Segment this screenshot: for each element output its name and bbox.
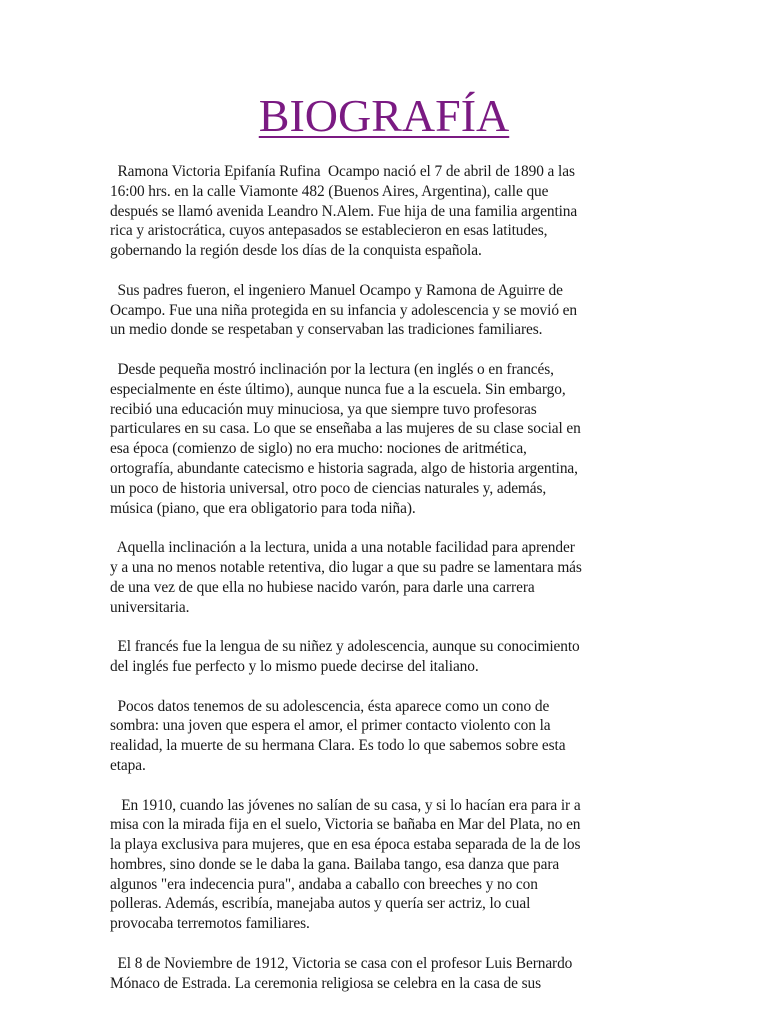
text-line: gobernando la región desde los días de la conquista española. (110, 242, 482, 260)
paragraph (110, 360, 670, 518)
text-line: recibió una educación muy minuciosa, ya que siempre tuvo profesoras (110, 400, 537, 418)
text-line: Aquella inclinación a la lectura, unida a una notable facilidad para aprender (110, 539, 575, 557)
text-line: un poco de historia universal, otro poco de ciencias naturales y, además, (110, 479, 547, 497)
paragraph (110, 796, 670, 935)
text-line: de una vez de que ella no hubiese nacido varón, para darle una carrera (110, 578, 535, 596)
paragraph (110, 538, 670, 617)
text-line: un medio donde se respetaban y conservaban las tradiciones familiares. (110, 321, 543, 339)
paragraph (110, 954, 670, 994)
text-line: En 1910, cuando las jóvenes no salían de su casa, y si lo hacían era para ir a (110, 796, 581, 814)
text-line: ortografía, abundante catecismo e historia sagrada, algo de historia argentina, (110, 459, 578, 477)
document-body (110, 162, 670, 1013)
text-line: particulares en su casa. Lo que se enseñaba a las mujeres de su clase social en (110, 420, 581, 438)
text-line: rica y aristocrática, cuyos antepasados se establecieron en esas latitudes, (110, 222, 548, 240)
text-line: universitaria. (110, 598, 190, 616)
text-line: esa época (comienzo de siglo) no era mucho: nociones de aritmética, (110, 440, 527, 458)
paragraph (110, 697, 670, 776)
text-line: Mónaco de Estrada. La ceremonia religiosa se celebra en la casa de sus (110, 974, 542, 992)
text-line: 16:00 hrs. en la calle Viamonte 482 (Buenos Aires, Argentina), calle que (110, 182, 549, 200)
text-line: hombres, sino donde se le daba la gana. Bailaba tango, esa danza que para (110, 855, 560, 873)
text-line: provocaba terremotos familiares. (110, 915, 310, 933)
paragraph (110, 637, 670, 677)
text-line: Ramona Victoria Epifanía Rufina Ocampo nació el 7 de abril de 1890 a las (110, 163, 575, 180)
paragraph (110, 281, 670, 340)
text-line: algunos "era indecencia pura", andaba a caballo con breeches y no con (110, 875, 538, 893)
text-line: misa con la mirada fija en el suelo, Victoria se bañaba en Mar del Plata, no en (110, 816, 581, 834)
text-line: El francés fue la lengua de su niñez y adolescencia, aunque su conocimiento (110, 638, 580, 656)
text-line: Sus padres fueron, el ingeniero Manuel Ocampo y Ramona de Aguirre de (110, 281, 563, 299)
text-line: la playa exclusiva para mujeres, que en esa época estaba separada de la de los (110, 836, 581, 854)
text-line: Desde pequeña mostró inclinación por la lectura (en inglés o en francés, (110, 360, 554, 378)
text-line: música (piano, que era obligatorio para toda niña). (110, 499, 416, 517)
text-line: sombra: una joven que espera el amor, el primer contacto violento con la (110, 717, 551, 735)
text-line: y a una no menos notable retentiva, dio lugar a que su padre se lamentara más (110, 558, 582, 576)
text-line: del inglés fue perfecto y lo mismo puede decirse del italiano. (110, 657, 479, 675)
text-line: especialmente en éste último), aunque nunca fue a la escuela. Sin embargo, (110, 380, 566, 398)
text-line: El 8 de Noviembre de 1912, Victoria se casa con el profesor Luis Bernardo (110, 954, 573, 972)
document-title: BIOGRAFÍA (258, 90, 510, 141)
text-line: etapa. (110, 756, 146, 774)
paragraph (110, 162, 670, 261)
text-line: después se llamó avenida Leandro N.Alem. Fue hija de una familia argentina (110, 202, 578, 220)
text-line: Pocos datos tenemos de su adolescencia, ésta aparece como un cono de (110, 697, 550, 715)
text-line: Ocampo. Fue una niña protegida en su infancia y adolescencia y se movió en (110, 301, 577, 319)
text-line: polleras. Además, escribía, manejaba autos y quería ser actriz, lo cual (110, 895, 531, 913)
text-line: realidad, la muerte de su hermana Clara. Es todo lo que sabemos sobre esta (110, 737, 566, 755)
